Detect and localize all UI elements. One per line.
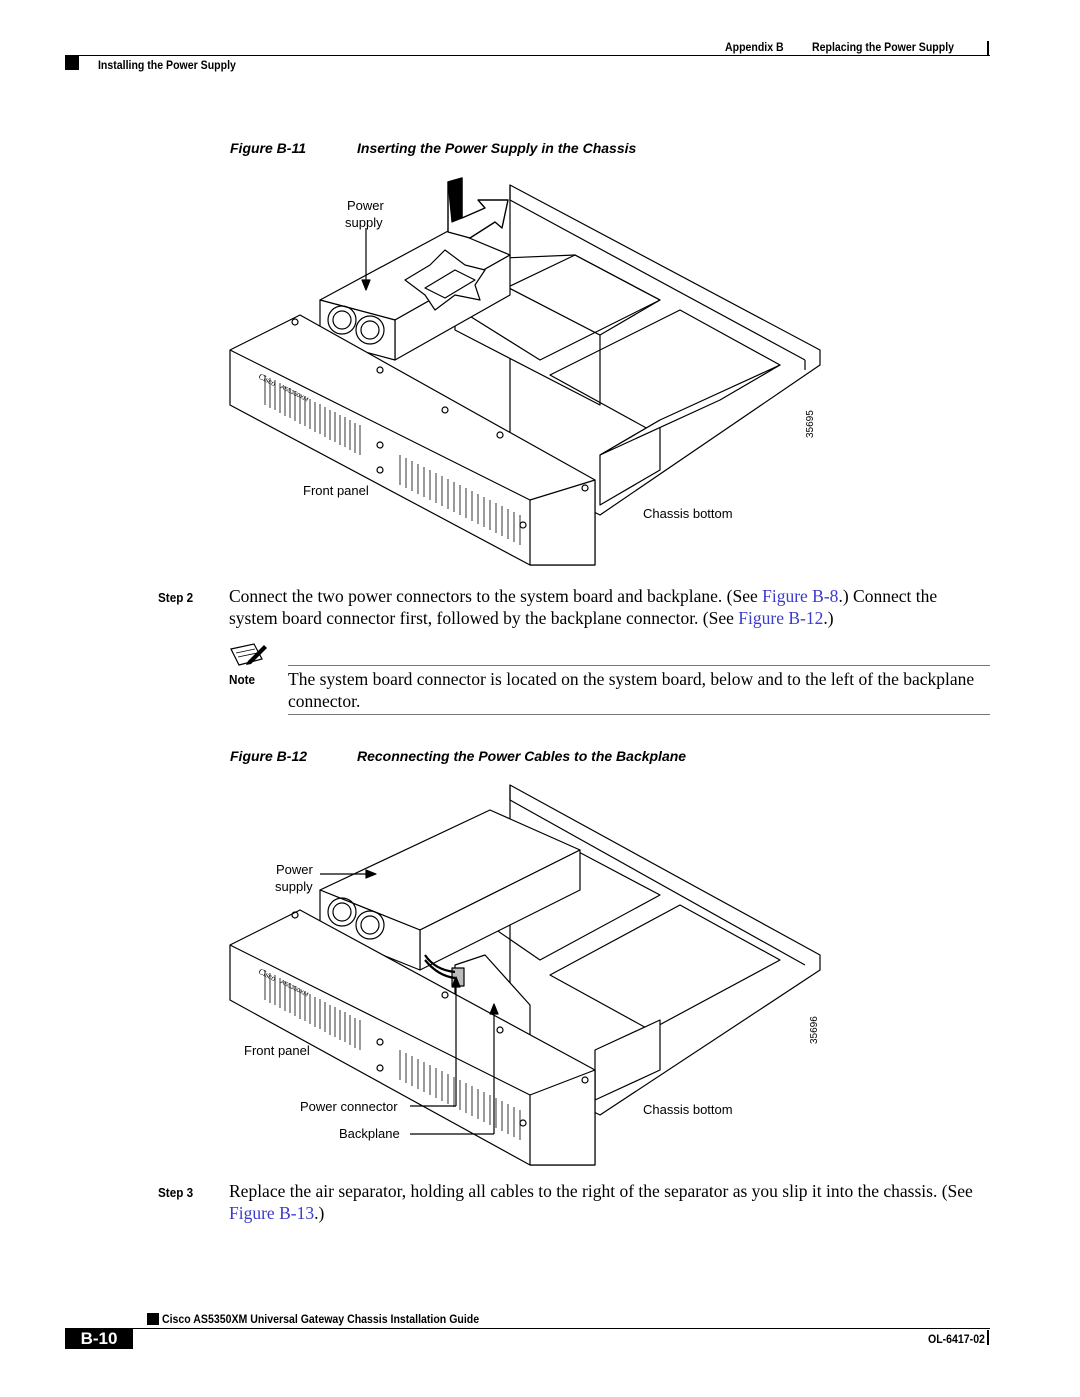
pencil-note-icon (228, 641, 268, 669)
figure12-title: Reconnecting the Power Cables to the Backplane (357, 748, 687, 764)
figure12-callout-front-panel: Front panel (244, 1043, 310, 1058)
figure12-callout-backplane: Backplane (339, 1126, 400, 1141)
note-text: The system board connector is located on the system board, below and to the left of the backplane connector. (288, 669, 975, 711)
note-top-rule (288, 665, 990, 666)
step2-text-b: .) Connect the system board connector first, followed by the backplane connector. (See (229, 586, 938, 628)
step3-text-b: .) (314, 1203, 325, 1223)
figure12-panel-brand: Cisco (257, 966, 278, 984)
figure11-title: Inserting the Power Supply in the Chassis (357, 140, 637, 156)
footer-square-marker (147, 1313, 159, 1325)
figure12-callout-power: Power (276, 862, 313, 877)
footer-bar-right (987, 1330, 989, 1345)
figure11-callout-supply: supply (345, 215, 383, 230)
step3-label: Step 3 (158, 1185, 194, 1200)
figure12-panel-model: AS5350XM (279, 979, 309, 999)
figure12-callout-chassis-bottom: Chassis bottom (643, 1102, 733, 1117)
header-bar-right (987, 41, 989, 56)
header-section: Installing the Power Supply (98, 58, 236, 72)
header-square-marker (65, 56, 79, 70)
note-label: Note (229, 672, 256, 687)
figure12-art-id: 35696 (809, 1016, 820, 1044)
footer-doc-number: OL-6417-02 (928, 1332, 985, 1346)
header-chapter-title: Replacing the Power Supply (812, 40, 955, 54)
step2-text-a: Connect the two power connectors to the system board and backplane. (See (229, 586, 763, 606)
figure-b13-link[interactable]: Figure B-13 (229, 1203, 315, 1223)
step3-text-a: Replace the air separator, holding all cables to the right of the separator as you slip it into the chassis. (See (229, 1181, 973, 1201)
note-bottom-rule (288, 714, 990, 715)
figure11-panel-model: AS5350XM (279, 384, 309, 404)
figure-b12-link[interactable]: Figure B-12 (738, 608, 824, 628)
figure11-callout-front-panel: Front panel (303, 483, 369, 498)
header-appendix: Appendix B (725, 40, 784, 54)
figure-b8-link[interactable]: Figure B-8 (762, 586, 839, 606)
footer-rule (65, 1328, 990, 1329)
figure11-illustration (220, 170, 840, 570)
footer-page-number-box (65, 1329, 133, 1349)
step2-text-c: .) (823, 608, 834, 628)
figure11-callout-chassis-bottom: Chassis bottom (643, 506, 733, 521)
figure11-art-id: 35695 (805, 410, 816, 438)
figure11-callout-power: Power (347, 198, 384, 213)
footer-guide-title: Cisco AS5350XM Universal Gateway Chassis Installation Guide (162, 1312, 480, 1326)
figure12-callout-supply: supply (275, 879, 313, 894)
step3-text (229, 1180, 989, 1224)
footer-page-number: B-10 (80, 1329, 118, 1348)
figure11-panel-brand: Cisco (257, 371, 278, 389)
step2-label: Step 2 (158, 590, 194, 605)
figure12-callout-power-connector: Power connector (300, 1099, 398, 1114)
figure12-number: Figure B-12 (230, 748, 308, 764)
figure11-number: Figure B-11 (230, 140, 306, 156)
header-rule (65, 55, 990, 56)
step2-text (229, 585, 989, 629)
